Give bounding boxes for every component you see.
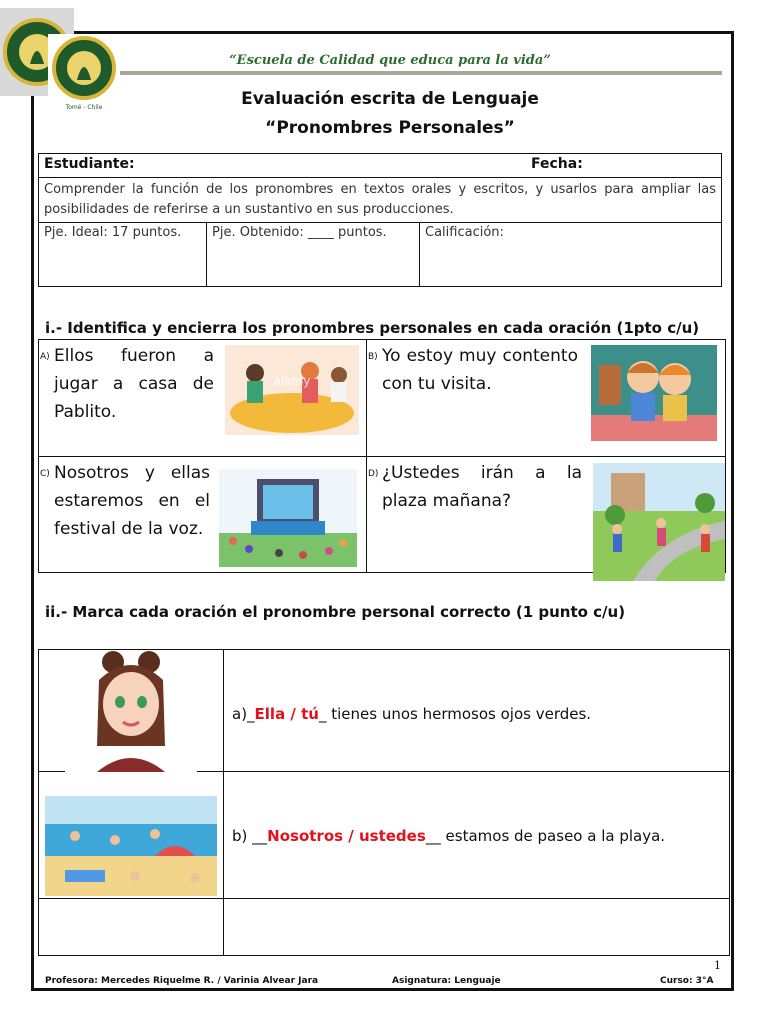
item-c-cell — [39, 456, 367, 573]
item-letter: B) — [368, 352, 378, 362]
item-letter: C) — [40, 468, 50, 479]
empty-sentence-cell — [224, 898, 730, 955]
kids-walking-park-image — [593, 463, 725, 581]
item-b2-prefix: b) __ — [232, 827, 268, 846]
svg-text:alamy: alamy — [273, 374, 311, 388]
beach-scene-image — [45, 796, 217, 896]
item-b2-options[interactable]: Nosotros / ustedes — [267, 827, 426, 846]
page-title: Evaluación escrita de Lenguaje — [241, 89, 539, 109]
girl-portrait-image — [65, 650, 197, 772]
school-motto: “Escuela de Calidad que educa para la vida” — [229, 53, 551, 68]
item-a2-options[interactable]: Ella / tú — [254, 705, 319, 723]
item-a2-prefix: a)_ — [232, 705, 255, 723]
item-letter: A) — [40, 352, 50, 362]
item-b-cell — [367, 340, 726, 457]
svg-text:Tomé - Chile: Tomé - Chile — [65, 104, 103, 111]
item-d-sentence: ¿Ustedes irán a la plaza mañana? — [382, 462, 582, 511]
festival-stage-image — [219, 469, 357, 567]
section-2-title: ii.- Marca cada oración el pronombre personal correcto (1 punto c/u) — [45, 603, 626, 621]
date-label: Fecha: — [531, 156, 583, 172]
student-info-table — [38, 153, 722, 287]
page-number: 1 — [714, 959, 721, 972]
item-a2-image-cell — [39, 650, 224, 772]
item-a-sentence: Ellos fueron a jugar a casa de Pablito. — [54, 346, 214, 422]
teacher-name: Profesora: Mercedes Riquelme R. / Varinia Alvear Jara — [45, 976, 319, 986]
section-1-title: i.- Identifica y encierra los pronombres personales en cada oración (1pto c/u) — [45, 319, 700, 337]
boys-greeting-image — [591, 345, 717, 441]
item-d-cell — [367, 456, 726, 573]
item-a2-suffix: _ tienes unos hermosos ojos verdes. — [318, 705, 592, 723]
item-b2-sentence-cell — [224, 772, 730, 898]
grade-label: Calificación: — [420, 223, 722, 287]
section-1-grid — [38, 339, 726, 573]
item-a-cell — [39, 340, 367, 457]
item-b2-image-cell — [39, 772, 224, 898]
section-2-grid — [38, 649, 730, 956]
objective-text: Comprender la función de los pronombres en textos orales y escritos, y usarlos para ampliar las posibilidades de referirse a un sustantivo en sus producciones. — [39, 178, 722, 223]
student-label: Estudiante: — [44, 156, 135, 172]
ideal-score: Pje. Ideal: 17 puntos. — [39, 223, 207, 287]
item-a2-sentence — [232, 705, 591, 723]
empty-image-cell — [39, 898, 224, 955]
school-logo — [48, 34, 120, 112]
item-b2-sentence — [232, 827, 665, 845]
children-playing-image — [225, 345, 359, 435]
item-b2-suffix: __ estamos de paseo a la playa. — [425, 827, 666, 846]
obtained-score: Pje. Obtenido: ____ puntos. — [207, 223, 420, 287]
course-name: Curso: 3°A — [660, 976, 714, 986]
page-subtitle: “Pronombres Personales” — [265, 118, 515, 138]
item-b-sentence: Yo estoy muy contento con tu visita. — [382, 346, 578, 394]
item-c-sentence: Nosotros y ellas estaremos en el festival de la voz. — [54, 462, 210, 539]
item-a2-sentence-cell — [224, 650, 730, 772]
header-divider — [120, 71, 722, 75]
subject-name: Asignatura: Lenguaje — [392, 976, 501, 986]
item-letter: D) — [368, 468, 379, 479]
